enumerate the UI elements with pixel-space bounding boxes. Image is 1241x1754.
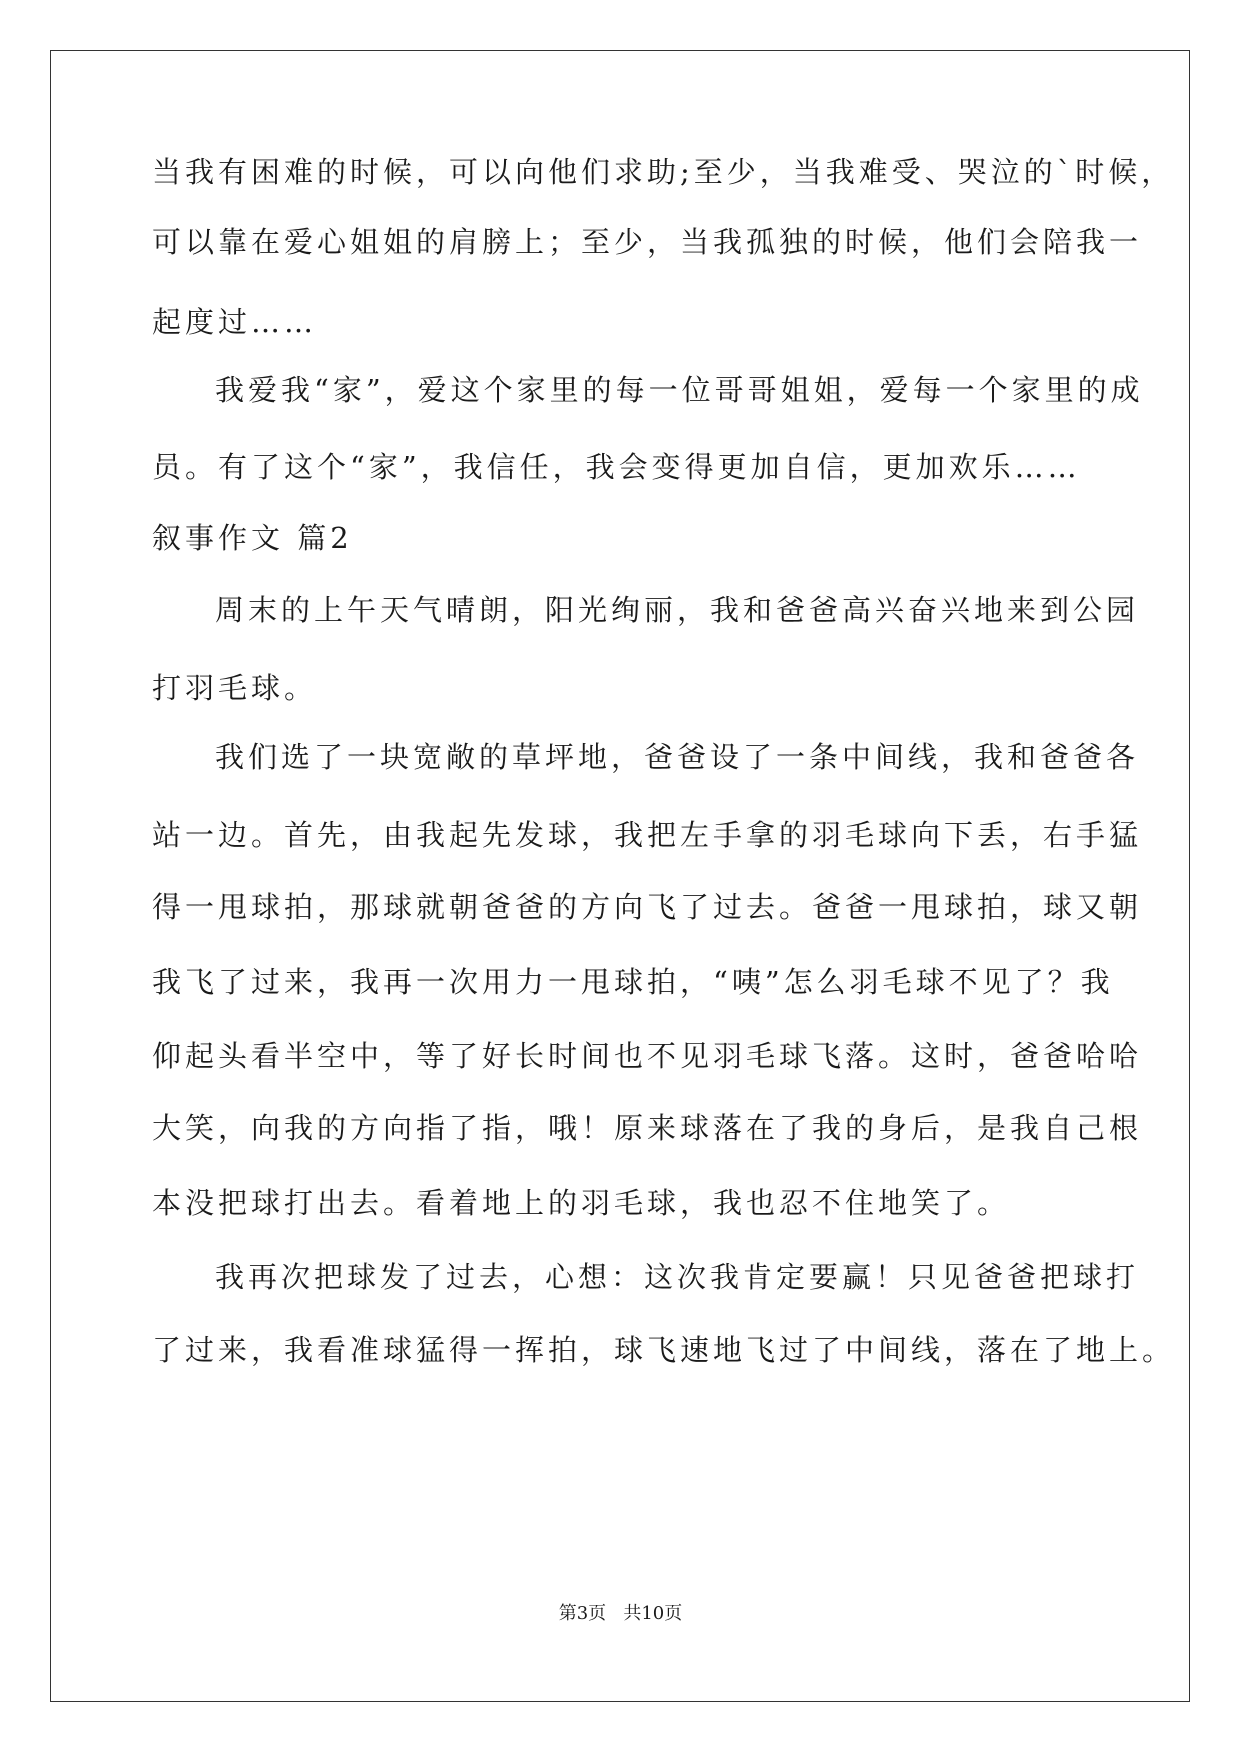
text-line: 当我有困难的时候，可以向他们求助;至少，当我难受、哭泣的`时候， xyxy=(152,155,1175,189)
text-line: 得一甩球拍，那球就朝爸爸的方向飞了过去。爸爸一甩球拍，球又朝 xyxy=(152,890,1143,924)
text-line: 仰起头看半空中，等了好长时间也不见羽毛球飞落。这时，爸爸哈哈 xyxy=(152,1039,1143,1073)
text-line: 大笑，向我的方向指了指，哦！原来球落在了我的身后，是我自己根 xyxy=(152,1111,1143,1145)
section-heading: 叙事作文 篇2 xyxy=(152,521,353,555)
text-line: 起度过…… xyxy=(152,305,318,339)
text-line: 打羽毛球。 xyxy=(152,671,318,705)
text-line: 可以靠在爱心姐姐的肩膀上；至少，当我孤独的时候，他们会陪我一 xyxy=(152,225,1143,259)
paragraph-first-line: 周末的上午天气晴朗，阳光绚丽，我和爸爸高兴奋兴地来到公园 xyxy=(215,593,1140,627)
text-line: 我飞了过来，我再一次用力一甩球拍，“咦”怎么羽毛球不见了？我 xyxy=(152,965,1114,999)
paragraph-first-line: 我们选了一块宽敞的草坪地，爸爸设了一条中间线，我和爸爸各 xyxy=(215,740,1140,774)
text-line: 了过来，我看准球猛得一挥拍，球飞速地飞过了中间线，落在了地上。 xyxy=(152,1333,1176,1367)
page-border xyxy=(50,50,1190,1702)
text-line: 本没把球打出去。看着地上的羽毛球，我也忍不住地笑了。 xyxy=(152,1186,1011,1220)
paragraph-first-line: 我再次把球发了过去，心想：这次我肯定要赢！只见爸爸把球打 xyxy=(215,1260,1140,1294)
page-number: 第3页 共10页 xyxy=(558,1603,683,1624)
text-line: 站一边。首先，由我起先发球，我把左手拿的羽毛球向下丢，右手猛 xyxy=(152,818,1143,852)
text-line: 员。有了这个“家”，我信任，我会变得更加自信，更加欢乐…… xyxy=(152,450,1081,484)
paragraph-first-line: 我爱我“家”，爱这个家里的每一位哥哥姐姐，爱每一个家里的成 xyxy=(215,373,1144,407)
